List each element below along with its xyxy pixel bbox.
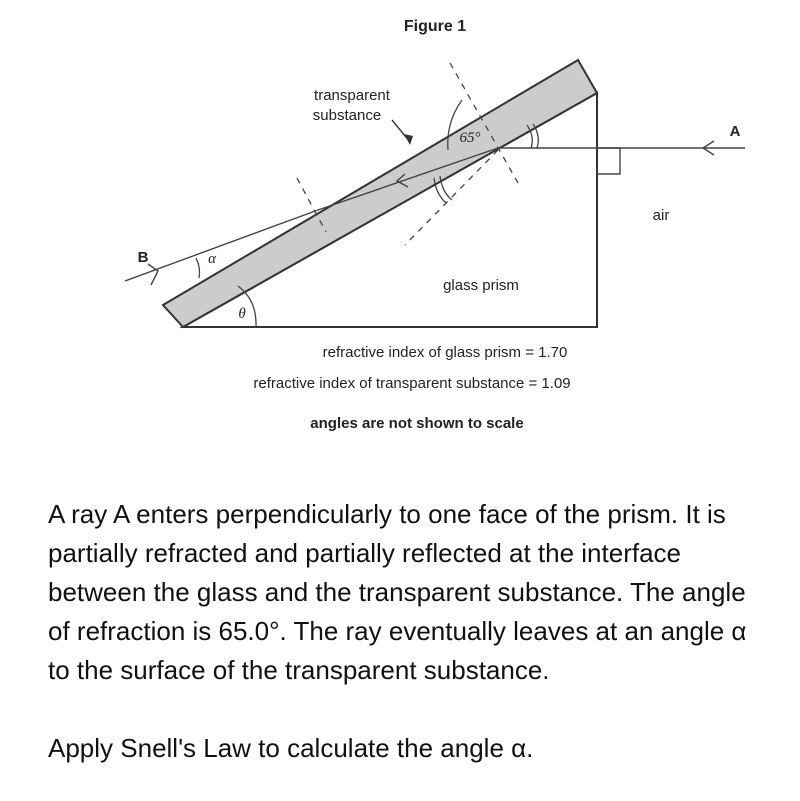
alpha-arc xyxy=(196,258,200,278)
right-angle-marker xyxy=(597,148,620,174)
air-label: air xyxy=(652,207,670,224)
refractive-index-glass: refractive index of glass prism = 1.70 xyxy=(322,344,568,361)
ray-b-arrow xyxy=(148,264,158,285)
question-text xyxy=(48,495,768,768)
refractive-index-substance: refractive index of transparent substance = 1.09 xyxy=(253,375,571,392)
ray-a-label: A xyxy=(729,123,741,140)
transparent-substance-label-line-1: transparent xyxy=(314,87,390,104)
ray-b-label: B xyxy=(137,249,149,266)
alpha-label: α xyxy=(208,251,216,267)
figure-title: Figure 1 xyxy=(403,18,467,35)
angle-65-label: 65° xyxy=(459,130,481,146)
glass-prism-label: glass prism xyxy=(443,277,519,294)
theta-label: θ xyxy=(238,306,246,322)
scale-note: angles are not shown to scale xyxy=(310,415,524,432)
transparent-substance-pointer-head xyxy=(404,134,413,145)
question-body: A ray A enters perpendicularly to one face of the prism. It is partially refracted and partially reflected at the interface between the glass and the transparent substance. The angle of refraction is 65.0°. The ray eventually leaves at an angle α to the surface of the transparent substance. xyxy=(48,499,747,685)
question-task: Apply Snell's Law to calculate the angle α. xyxy=(48,733,534,763)
transparent-substance-label-line-2: substance xyxy=(312,107,382,124)
